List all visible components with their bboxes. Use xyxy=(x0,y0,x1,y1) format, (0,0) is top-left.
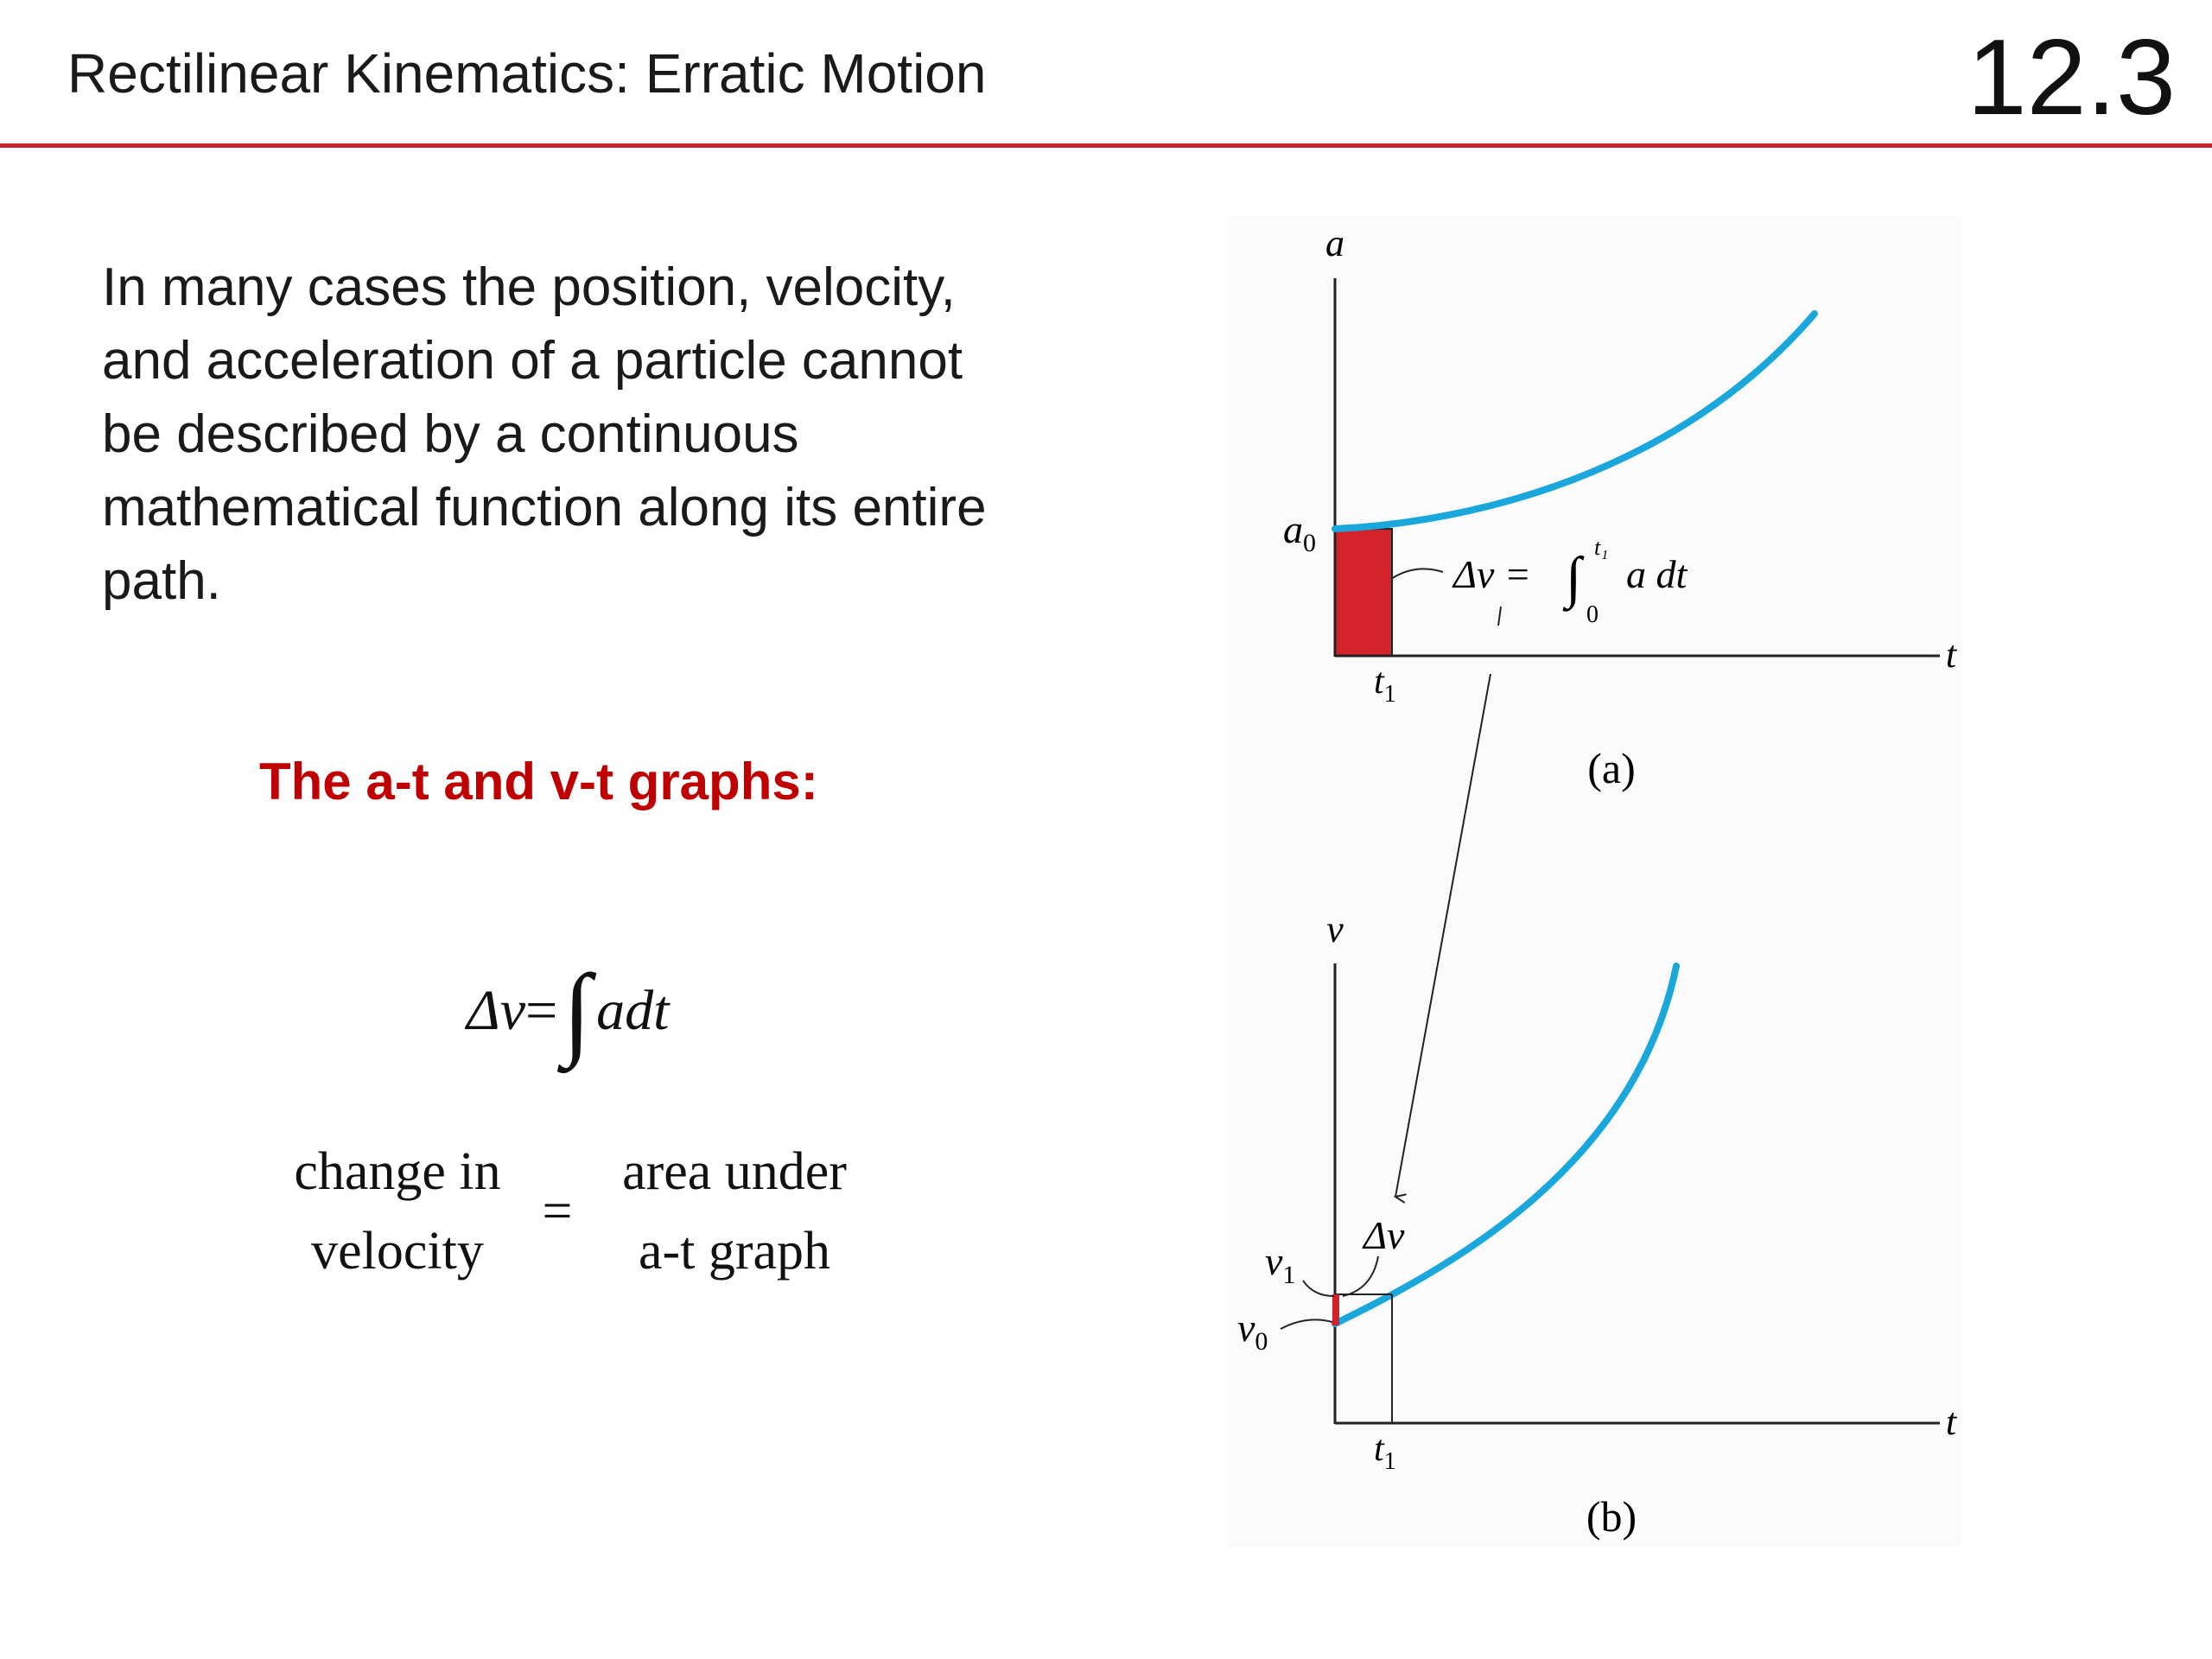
header-divider xyxy=(0,143,2212,148)
v0-label: $v_0$ xyxy=(1237,1306,1268,1356)
area-tick xyxy=(1498,607,1501,626)
area-integral-upper: t₁ xyxy=(1594,535,1609,560)
area-integral-symbol: ∫ xyxy=(1566,546,1582,609)
caption-a: (a) xyxy=(1587,744,1636,792)
kinematics-figure xyxy=(1227,216,1961,1547)
area-label: Δv = xyxy=(1453,552,1531,596)
v-curve xyxy=(1335,966,1676,1324)
v-t1-label: $t_1$ xyxy=(1374,1429,1396,1475)
v-t-axis-label: t xyxy=(1945,1401,1957,1443)
formula-equals: = xyxy=(525,979,558,1042)
word-equation xyxy=(259,1132,899,1305)
equation-left-line2: velocity xyxy=(311,1222,484,1281)
area-integral-lower: 0 xyxy=(1586,601,1599,628)
delta-v-formula xyxy=(467,953,670,1068)
v-axis-label: v xyxy=(1326,908,1344,950)
delta-v-bar xyxy=(1332,1294,1339,1325)
v0-leader xyxy=(1281,1319,1332,1329)
connector-arrow xyxy=(1395,674,1491,1197)
integral-symbol: ∫ xyxy=(563,953,592,1068)
equation-equals: = xyxy=(542,1182,573,1241)
a-t1-label: $t_1$ xyxy=(1374,662,1396,708)
section-number: 12.3 xyxy=(1967,18,2176,137)
area-label-leader xyxy=(1391,569,1443,579)
equation-right xyxy=(588,1132,881,1291)
graphs-subheading: The a-t and v-t graphs: xyxy=(259,753,818,810)
page-title: Rectilinear Kinematics: Erratic Motion xyxy=(67,42,987,105)
caption-b: (b) xyxy=(1586,1492,1637,1541)
a0-label: $a_0$ xyxy=(1283,507,1316,557)
a-axis-label: a xyxy=(1325,222,1344,264)
a-t-axis-label: t xyxy=(1945,633,1957,676)
a-curve xyxy=(1335,314,1815,529)
equation-left-line1: change in xyxy=(294,1142,501,1201)
equation-right-line1: area under xyxy=(622,1142,847,1201)
equation-left xyxy=(259,1132,536,1291)
area-integrand: a dt xyxy=(1626,552,1688,596)
intro-paragraph: In many cases the position, velocity, and acceleration of a particle cannot be described by a continuous mathematical function along its entire path. xyxy=(102,257,987,611)
formula-lhs: Δv xyxy=(467,979,526,1042)
equation-right-line2: a-t graph xyxy=(638,1222,831,1281)
delta-v-leader xyxy=(1343,1256,1378,1296)
area-under-a-curve xyxy=(1335,529,1392,656)
formula-integrand: adt xyxy=(596,979,670,1042)
figure-svg xyxy=(1227,216,1961,1547)
v1-label: $v_1$ xyxy=(1265,1239,1296,1289)
v1-leader xyxy=(1303,1281,1334,1296)
delta-v-label: Δv xyxy=(1363,1213,1405,1257)
